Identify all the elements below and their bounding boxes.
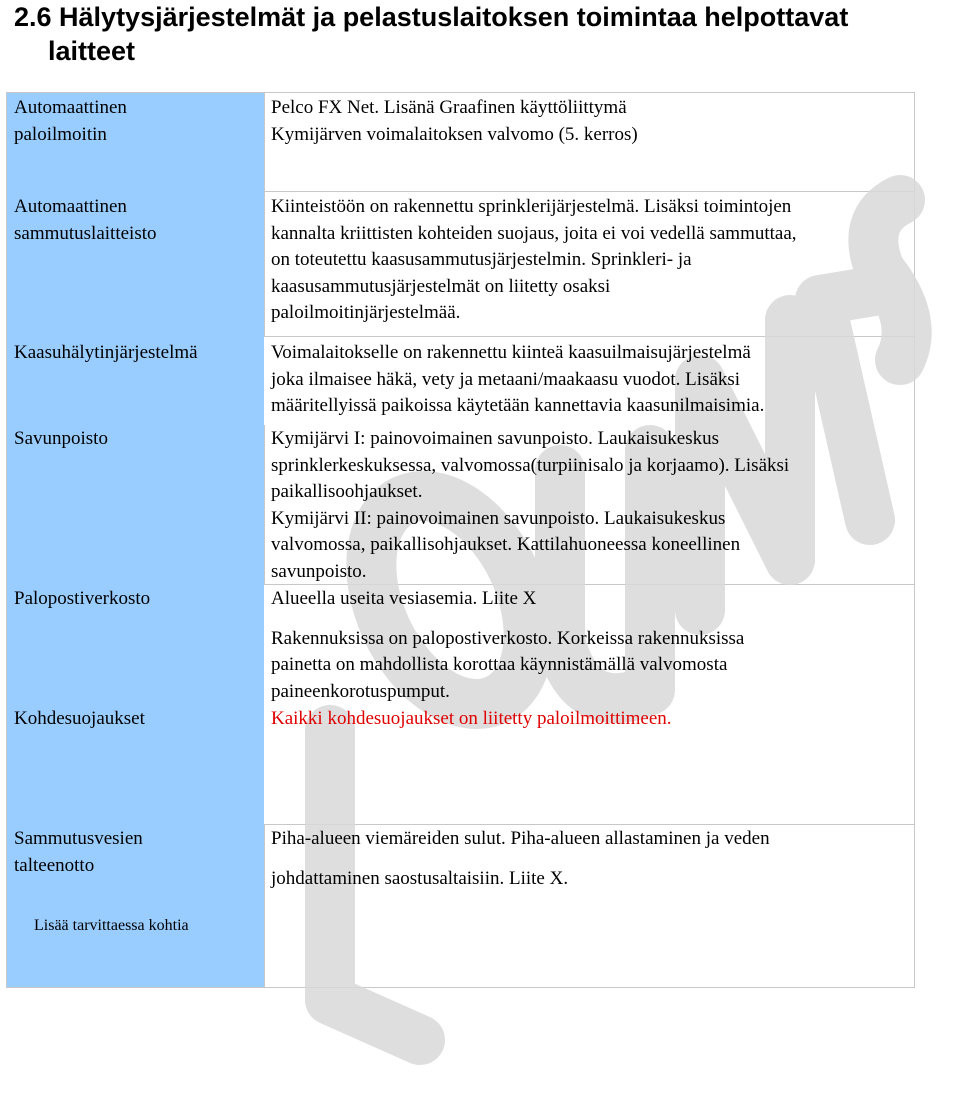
row-label-savunpoisto	[14, 426, 108, 453]
row-value-sammutusvesien-talteenotto	[271, 826, 770, 892]
row-value-line: savunpoisto.	[271, 560, 367, 582]
row-value-palopostiverkosto	[271, 586, 744, 705]
row-value-automaattinen-sammutuslaitteisto	[271, 194, 797, 327]
row-value-line: paloilmoitinjärjestelmää.	[271, 302, 461, 323]
row-value-line: Kiinteistöön on rakennettu sprinklerijärjestelmä. Lisäksi toimintojen	[271, 196, 792, 217]
row-label-sammutusvesien-talteenotto	[14, 826, 143, 879]
row-value-line: kaasusammutusjärjestelmät on liitetty osaksi	[271, 275, 611, 297]
section-heading-line-2: laitteet	[48, 36, 136, 66]
row-value-line: Alueella useita vesiasemia. Liite X	[271, 588, 537, 609]
row-label-automaattinen-sammutuslaitteisto	[14, 194, 157, 247]
row-label-line: Automaattinen	[14, 97, 127, 118]
row-value-line: paineenkorotuspumput.	[271, 680, 450, 702]
row-label-line: Palopostiverkosto	[14, 588, 151, 609]
column-divider	[264, 425, 265, 584]
row-value-line: Rakennuksissa on palopostiverkosto. Korkeissa rakennuksissa	[271, 627, 745, 649]
row-value-line: kannalta kriittisten kohteiden suojaus, joita ei voi vedellä sammuttaa,	[271, 222, 797, 244]
row-label-line: paloilmoitin	[14, 123, 107, 145]
column-divider	[264, 191, 265, 336]
row-value-line: Kaikki kohdesuojaukset on liitetty paloilmoittimeen.	[271, 708, 672, 729]
row-value-line: paikallisoohjaukset.	[271, 481, 423, 502]
row-label-line: Kohdesuojaukset	[14, 708, 145, 729]
row-label-line: sammutuslaitteisto	[14, 222, 157, 244]
row-label-kaasuhalytinjarjestelma	[14, 340, 198, 367]
row-value-kaasuhalytinjarjestelma	[271, 340, 764, 420]
column-divider	[264, 93, 265, 191]
add-more-items-note: Lisää tarvittaessa kohtia	[34, 917, 189, 934]
row-label-kohdesuojaukset	[14, 706, 145, 733]
section-heading-line-1: 2.6 Hälytysjärjestelmät ja pelastuslaitoksen toimintaa helpottavat	[14, 2, 849, 32]
row-label-line: talteenotto	[14, 854, 95, 876]
row-value-line: Piha-alueen viemäreiden sulut. Piha-alueen allastaminen ja veden	[271, 828, 770, 849]
row-divider	[264, 824, 915, 825]
row-value-line: Kymijärvi II: painovoimainen savunpoisto. Laukaisukeskus	[271, 507, 726, 529]
column-divider	[264, 824, 265, 988]
row-value-line: Voimalaitokselle on rakennettu kiinteä kaasuilmaisujärjestelmä	[271, 342, 751, 363]
row-value-line: Pelco FX Net. Lisänä Graafinen käyttöliittymä	[271, 97, 627, 118]
row-divider	[264, 191, 915, 192]
row-value-line: määritellyissä paikoissa käytetään kannettavia kaasunilmaisimia.	[271, 395, 765, 416]
row-value-line: sprinklerkeskuksessa, valvomossa(turpiinisalo ja korjaamo). Lisäksi	[271, 454, 790, 476]
row-label-line: Kaasuhälytinjärjestelmä	[14, 342, 198, 363]
row-label-palopostiverkosto	[14, 586, 150, 613]
row-value-line: Kymijärven voimalaitoksen valvomo (5. kerros)	[271, 123, 638, 145]
row-label-line: Savunpoisto	[14, 428, 108, 449]
row-label-line: Sammutusvesien	[14, 828, 143, 849]
row-value-savunpoisto	[271, 426, 789, 585]
row-value-line: johdattaminen saostusaltaisiin. Liite X.	[271, 867, 569, 889]
row-label-automaattinen-paloilmoitin	[14, 95, 127, 148]
row-value-kohdesuojaukset	[271, 706, 672, 733]
row-value-line: valvomossa, paikallisohjaukset. Kattilahuoneessa koneellinen	[271, 534, 741, 555]
row-value-line: Kymijärvi I: painovoimainen savunpoisto. Laukaisukeskus	[271, 428, 720, 449]
row-value-line: on toteutettu kaasusammutusjärjestelmin. Sprinkleri- ja	[271, 249, 692, 270]
section-heading	[14, 0, 960, 68]
row-value-line: joka ilmaisee häkä, vety ja metaani/maakaasu vuodot. Lisäksi	[271, 368, 741, 390]
row-value-automaattinen-paloilmoitin	[271, 95, 638, 148]
row-label-line: Automaattinen	[14, 196, 127, 217]
row-divider	[264, 336, 915, 337]
row-value-line: painetta on mahdollista korottaa käynnistämällä valvomosta	[271, 654, 728, 675]
